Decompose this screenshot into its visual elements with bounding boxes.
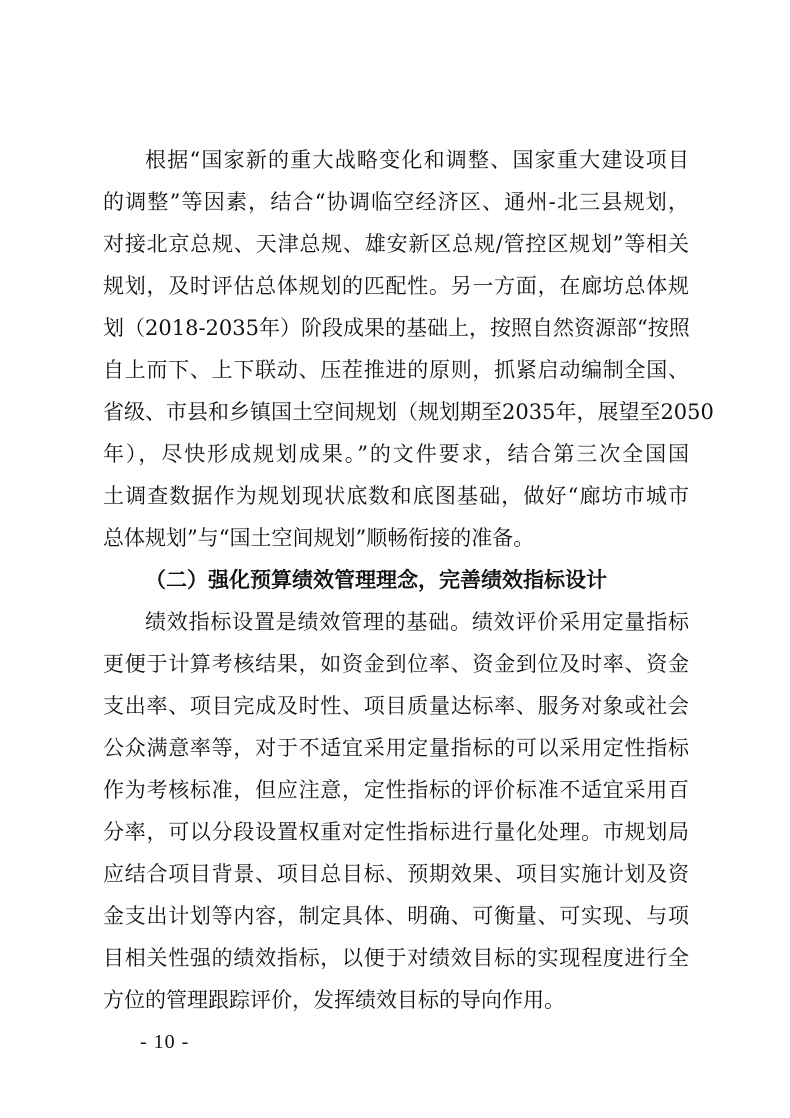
paragraph-1-line-8: 年），尽快形成规划成果。”的文件要求，结合第三次全国国 (103, 442, 689, 466)
paragraph-2-line-2: 更便于计算考核结果，如资金到位率、资金到位及时率、资金 (103, 652, 689, 676)
paragraph-2-line-6: 分率，可以分段设置权重对定性指标进行量化处理。市规划局 (103, 820, 689, 844)
section-heading: （二）强化预算绩效管理理念，完善绩效指标设计 (145, 568, 607, 592)
paragraph-2-line-5: 作为考核标准，但应注意，定性指标的评价标准不适宜采用百 (103, 778, 689, 802)
paragraph-1-line-2: 的调整”等因素，结合“协调临空经济区、通州-北三县规划， (103, 190, 689, 214)
paragraph-2-line-4: 公众满意率等，对于不适宜采用定量指标的可以采用定性指标 (103, 736, 689, 760)
paragraph-2-line-1: 绩效指标设置是绩效管理的基础。绩效评价采用定量指标 (145, 610, 689, 634)
paragraph-2-line-10: 方位的管理跟踪评价，发挥绩效目标的导向作用。 (103, 988, 565, 1012)
paragraph-1-line-5: 划（2018-2035年）阶段成果的基础上，按照自然资源部“按照 (103, 316, 690, 340)
page-number: - 10 - (140, 1031, 190, 1053)
paragraph-1-line-1: 根据“国家新的重大战略变化和调整、国家重大建设项目 (145, 148, 689, 172)
paragraph-1-line-9: 土调查数据作为规划现状底数和底图基础，做好“廊坊市城市 (103, 484, 689, 508)
paragraph-1-line-4: 规划，及时评估总体规划的匹配性。另一方面，在廊坊总体规 (103, 274, 689, 298)
paragraph-1-line-10: 总体规划”与“国土空间规划”顺畅衔接的准备。 (103, 526, 535, 550)
paragraph-1-line-6: 自上而下、上下联动、压茬推进的原则，抓紧启动编制全国、 (103, 358, 689, 382)
paragraph-2-line-3: 支出率、项目完成及时性、项目质量达标率、服务对象或社会 (103, 694, 689, 718)
paragraph-1-line-3: 对接北京总规、天津总规、雄安新区总规/管控区规划”等相关 (103, 232, 689, 256)
paragraph-2-line-7: 应结合项目背景、项目总目标、预期效果、项目实施计划及资 (103, 862, 689, 886)
paragraph-2-line-9: 目相关性强的绩效指标，以便于对绩效目标的实现程度进行全 (103, 946, 689, 970)
paragraph-1-line-7: 省级、市县和乡镇国土空间规划（规划期至2035年，展望至2050 (103, 400, 714, 424)
paragraph-2-line-8: 金支出计划等内容，制定具体、明确、可衡量、可实现、与项 (103, 904, 689, 928)
